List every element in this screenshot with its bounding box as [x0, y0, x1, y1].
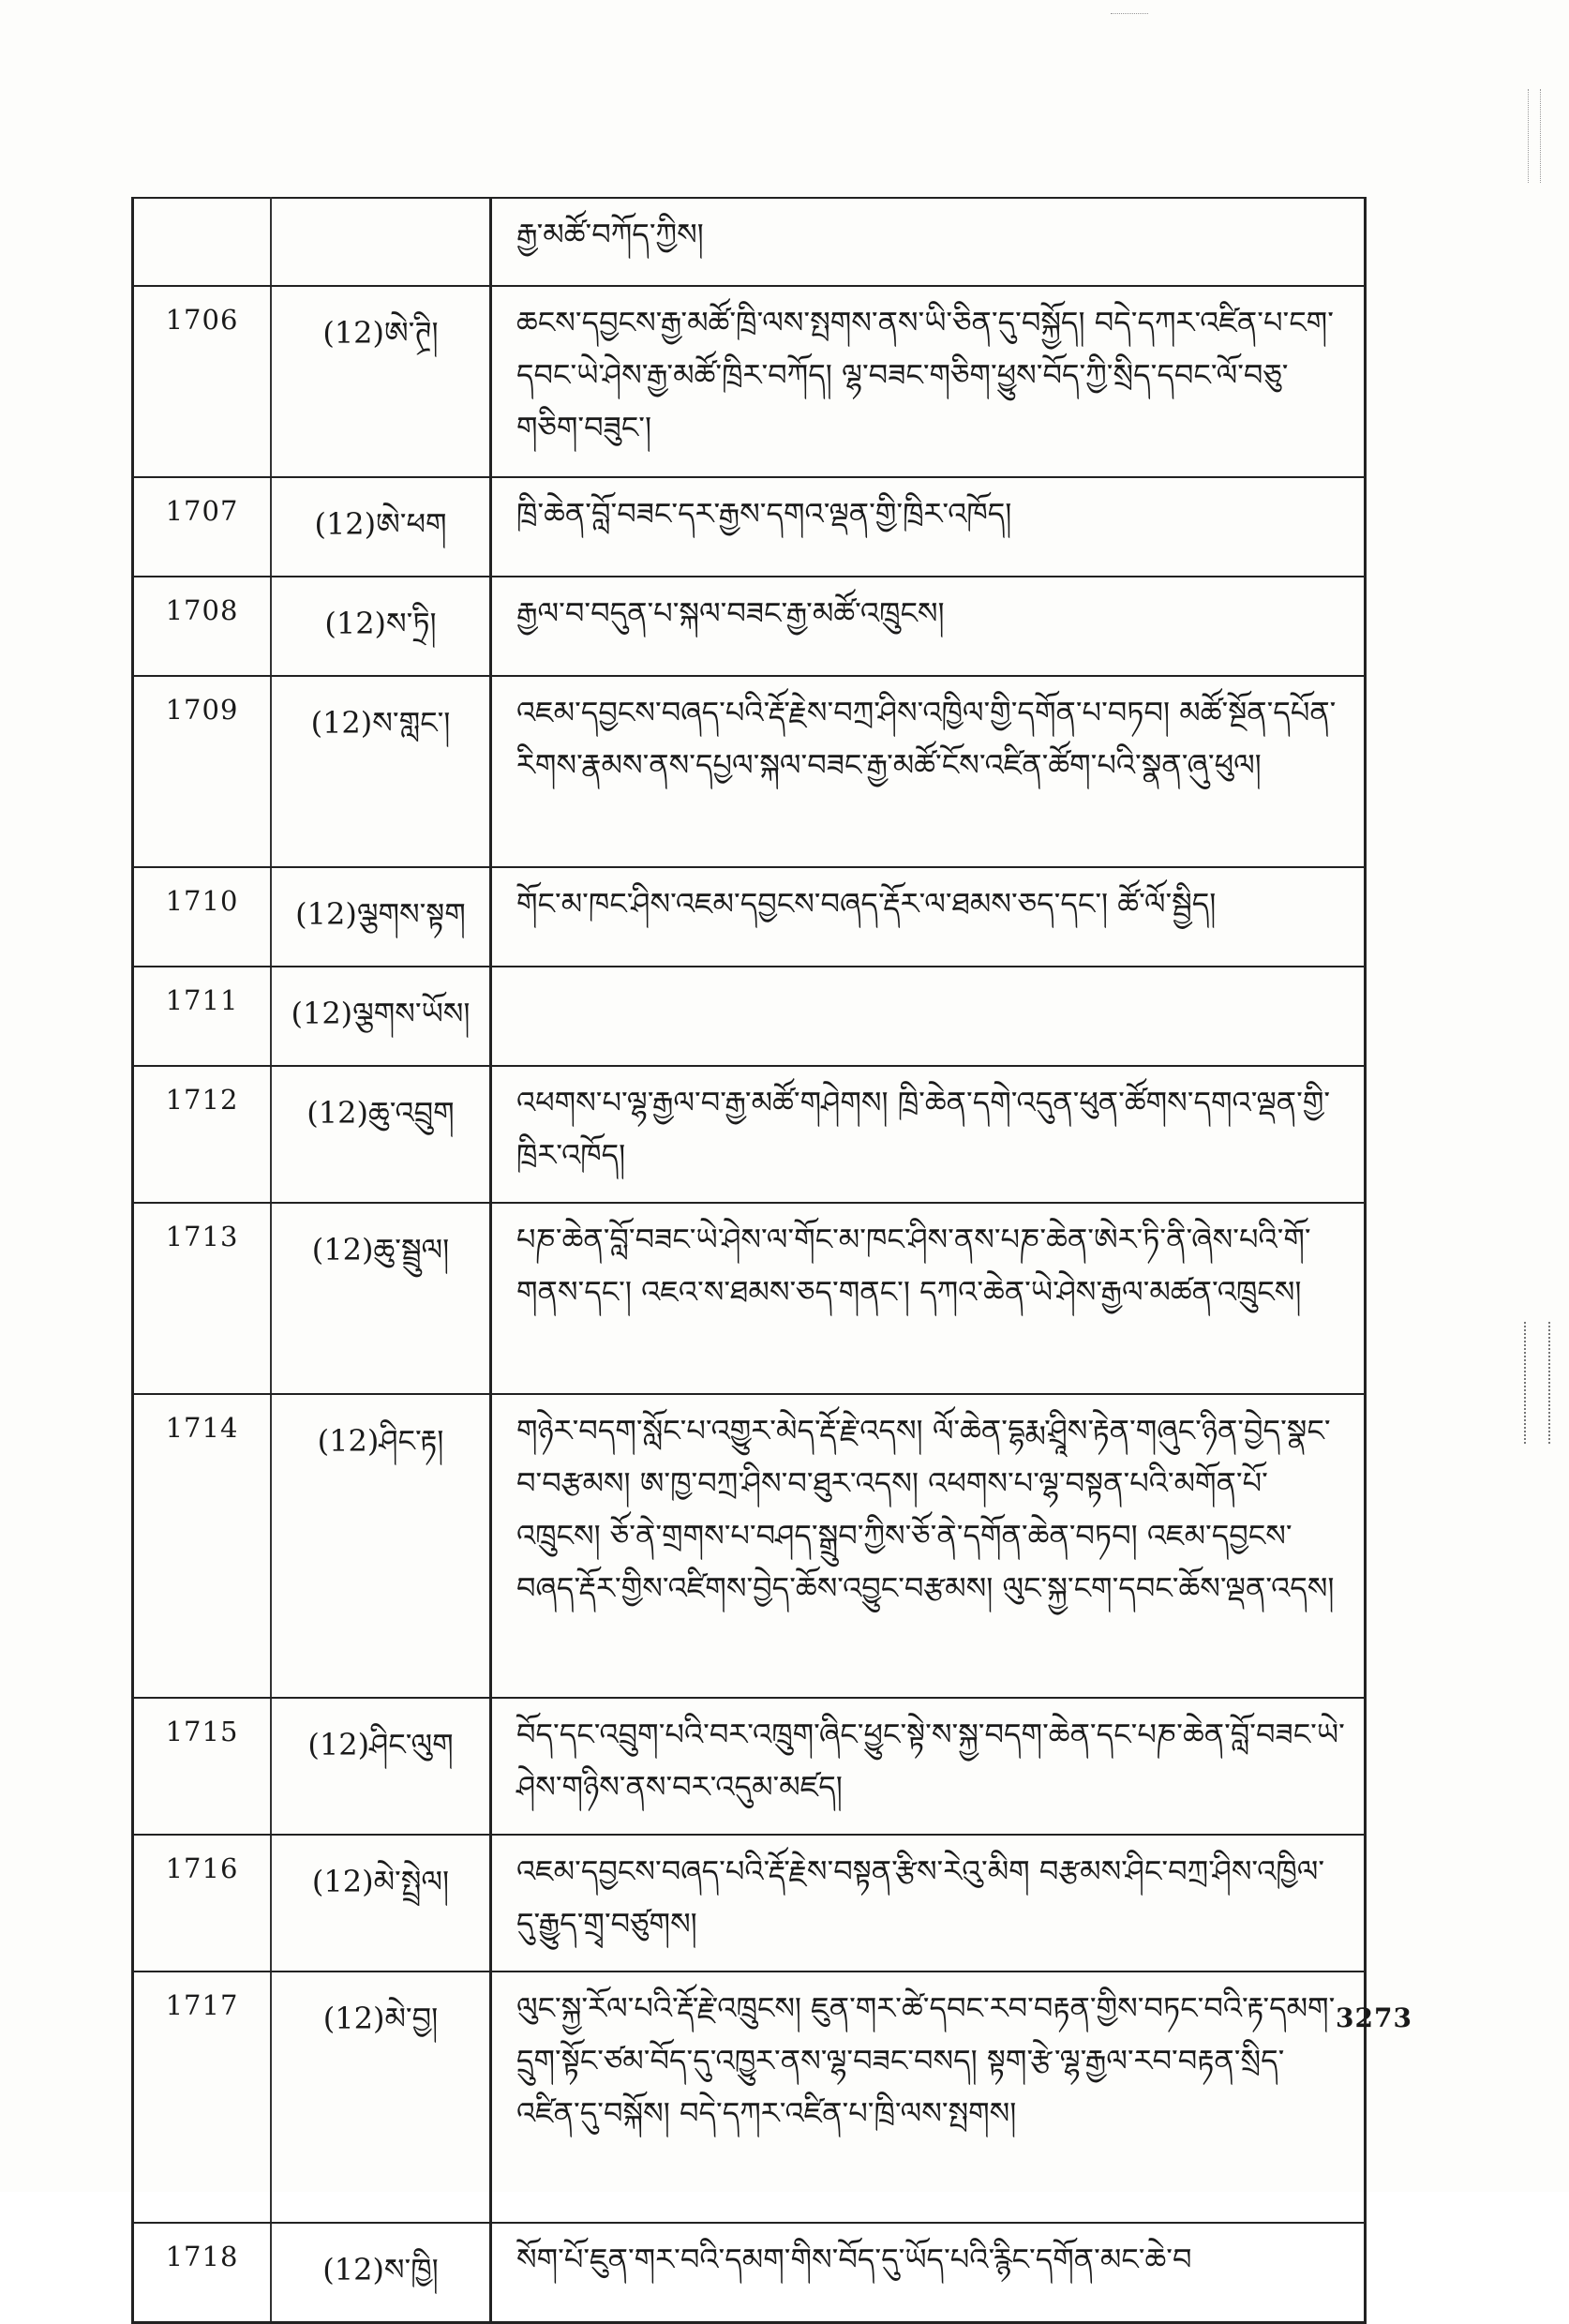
- event-cell: པཎ་ཆེན་བློ་བཟང་ཡེ་ཤེས་ལ་གོང་མ་ཁང་ཤིས་ནས་པཎ་ཆེན་ཨེར་ཏི་ནི་ཞེས་པའི་གོ་གནས་དང་། འཇའ་ས་ཐམས་ཅད་གནང་། དཀའ་ཆེན་ཡེ་ཤེས་རྒྱལ་མཚན་འཁྲུངས།: [491, 1203, 1366, 1394]
- cycle-cell: (12)ཆུ་འབྲུག: [271, 1066, 491, 1203]
- year-cell: 1708: [133, 577, 272, 676]
- year-cell: 1714: [133, 1394, 272, 1698]
- cycle-cell: (12)ཤིང་རྟ།: [271, 1394, 491, 1698]
- chronology-table: [131, 197, 1367, 2324]
- table-row: [133, 2223, 1366, 2323]
- year-cell: 1709: [133, 676, 272, 867]
- table-row: [133, 1972, 1366, 2223]
- event-cell: ལུང་སྐྱ་རོལ་པའི་རྡོ་རྗེ་འཁྲུངས། ཇུན་གར་ཚེ་དབང་རབ་བརྟན་གྱིས་བཏང་བའི་རྟ་དམག་དྲུག་སྟོང་ཙམ་བོད་དུ་འཁྱུར་ནས་ལྷ་བཟང་བསད། སྟག་རྩེ་ལྷ་རྒྱལ་རབ་བརྟན་སྲིད་འཛིན་དུ་བསྐོས། བདེ་དཀར་འཛིན་པ་ཁྲི་ལས་སྤགས།: [491, 1972, 1366, 2223]
- cycle-cell: (12)ཆུ་སྦྲུལ།: [271, 1203, 491, 1394]
- table-row: [133, 1698, 1366, 1835]
- year-cell: 1716: [133, 1835, 272, 1972]
- event-cell: རྒྱ་མཚོ་བཀོད་ཀྱིས།: [491, 198, 1366, 286]
- event-cell: འཕགས་པ་ལྷ་རྒྱལ་བ་རྒྱ་མཚོ་གཤེགས། ཁྲི་ཆེན་དགེ་འདུན་ཕུན་ཚོགས་དགའ་ལྡན་གྱི་ཁྲིར་འཁོད།: [491, 1066, 1366, 1203]
- page-number: 3273: [1336, 2002, 1412, 2033]
- cycle-cell: [271, 198, 491, 286]
- table-row: [133, 867, 1366, 967]
- event-cell: ཆངས་དབྱངས་རྒྱ་མཚོ་ཁྲི་ལས་སྤགས་ནས་ཡི་ཅིན་དུ་བསྐྱོད། བདེ་དཀར་འཛིན་པ་ངག་དབང་ཡེ་ཤེས་རྒྱ་མཚོ་ཁྲིར་བཀོད། ལྷ་བཟང་གཅིག་ཕྱུས་བོད་ཀྱི་སྲིད་དབང་ལོ་བཅུ་གཅིག་བཟུང་།: [491, 286, 1366, 477]
- scan-artifact-dots: [1111, 13, 1148, 14]
- event-cell: བོད་དང་འབྲུག་པའི་བར་འཁྲུག་ཞིང་ཕྱུང་སྟེ་ས་སྐྱ་བདག་ཆེན་དང་པཎ་ཆེན་བློ་བཟང་ཡེ་ཤེས་གཉིས་ནས་བར་འདུམ་མཛད།: [491, 1698, 1366, 1835]
- year-cell: 1711: [133, 967, 272, 1066]
- event-cell: ཁྲི་ཆེན་བློ་བཟང་དར་རྒྱས་དགའ་ལྡན་གྱི་ཁྲིར་འཁོད།: [491, 477, 1366, 577]
- year-cell: 1718: [133, 2223, 272, 2323]
- event-cell: འཇམ་དབྱངས་བཞད་པའི་རྡོ་རྗེས་བཀྲ་ཤིས་འཁྱིལ་གྱི་དགོན་པ་བཏབ། མཚོ་སྔོན་དཔོན་རིགས་རྣམས་ནས་དཔྱལ་སྐལ་བཟང་རྒྱ་མཚོ་ངོས་འཛིན་ཚོག་པའི་སྣན་ཞུ་ཕུལ།: [491, 676, 1366, 867]
- table-row: [133, 577, 1366, 676]
- event-cell: འཇམ་དབྱངས་བཞད་པའི་རྡོ་རྗེས་བསྟན་རྩིས་རེའུ་མིག བརྩམས་ཤིང་བཀྲ་ཤིས་འཁྱིལ་དུ་རྒྱུད་གྲྭ་བཙུགས།: [491, 1835, 1366, 1972]
- table-row: [133, 198, 1366, 286]
- year-cell: 1713: [133, 1203, 272, 1394]
- table-row: [133, 676, 1366, 867]
- cycle-cell: (12)ས་ཁྱི།: [271, 2223, 491, 2323]
- scan-artifact-edge-mark: [1524, 1322, 1550, 1444]
- year-cell: 1706: [133, 286, 272, 477]
- cycle-cell: (12)མེ་བྱ།: [271, 1972, 491, 2223]
- cycle-cell: (12)ས་གླང་།: [271, 676, 491, 867]
- cycle-cell: (12)ཤིང་ལུག: [271, 1698, 491, 1835]
- event-cell: རྒྱལ་བ་བདུན་པ་སྐལ་བཟང་རྒྱ་མཚོ་འཁྲུངས།: [491, 577, 1366, 676]
- cycle-cell: (12)མེ་སྤྲེལ།: [271, 1835, 491, 1972]
- cycle-cell: (12)ལྕགས་ཡོས།: [271, 967, 491, 1066]
- cycle-cell: (12)ཨེ་ཕག: [271, 477, 491, 577]
- event-cell: སོག་པོ་ཇུན་གར་བའི་དམག་གིས་བོད་དུ་ཡོད་པའི་རྙིང་དགོན་མང་ཆེ་བ: [491, 2223, 1366, 2323]
- cycle-cell: (12)ལྕགས་སྟག: [271, 867, 491, 967]
- event-cell: [491, 967, 1366, 1066]
- year-cell: 1717: [133, 1972, 272, 2223]
- cycle-cell: (12)ས་ཏྲི།: [271, 577, 491, 676]
- year-cell: 1712: [133, 1066, 272, 1203]
- year-cell: 1710: [133, 867, 272, 967]
- table-row: [133, 1835, 1366, 1972]
- scan-artifact-edge-mark-small: [1528, 89, 1541, 183]
- table-row: [133, 1066, 1366, 1203]
- table-row: [133, 967, 1366, 1066]
- table-row: [133, 1203, 1366, 1394]
- year-cell: 1715: [133, 1698, 272, 1835]
- table-row: [133, 477, 1366, 577]
- cycle-cell: (12)ཨེ་ཊྲི།: [271, 286, 491, 477]
- table-row: [133, 286, 1366, 477]
- year-cell: 1707: [133, 477, 272, 577]
- event-cell: གཉེར་བདག་སློང་པ་འགྱུར་མེད་རྡོ་རྗེ་འདས། ལོ་ཆེན་དྷརྨ་ཤྲཱིས་རྟེན་གཞུང་ཉིན་བྱེད་སྣང་བ་བརྩམས། ཨ་ཁྱ་བཀྲ་ཤིས་བ་ཐུར་འདས། འཕགས་པ་ལྷ་བསྟན་པའི་མགོན་པོ་འཁྲུངས། ཅོ་ནེ་གྲགས་པ་བཤད་སྒྲུབ་ཀྱིས་ཅོ་ནེ་དགོན་ཆེན་བཏབ། འཇམ་དབྱངས་བཞད་རྡོར་གྱིས་འཛིགས་བྱེད་ཆོས་འབྱུང་བརྩམས། ལུང་སྐྱ་ངག་དབང་ཆོས་ལྡན་འདས།: [491, 1394, 1366, 1698]
- event-cell: གོང་མ་ཁང་ཤིས་འཇམ་དབྱངས་བཞད་རྡོར་ལ་ཐམས་ཅད་དང་། ཚོ་ལོ་སྦྱིད།: [491, 867, 1366, 967]
- table-row: [133, 1394, 1366, 1698]
- year-cell: [133, 198, 272, 286]
